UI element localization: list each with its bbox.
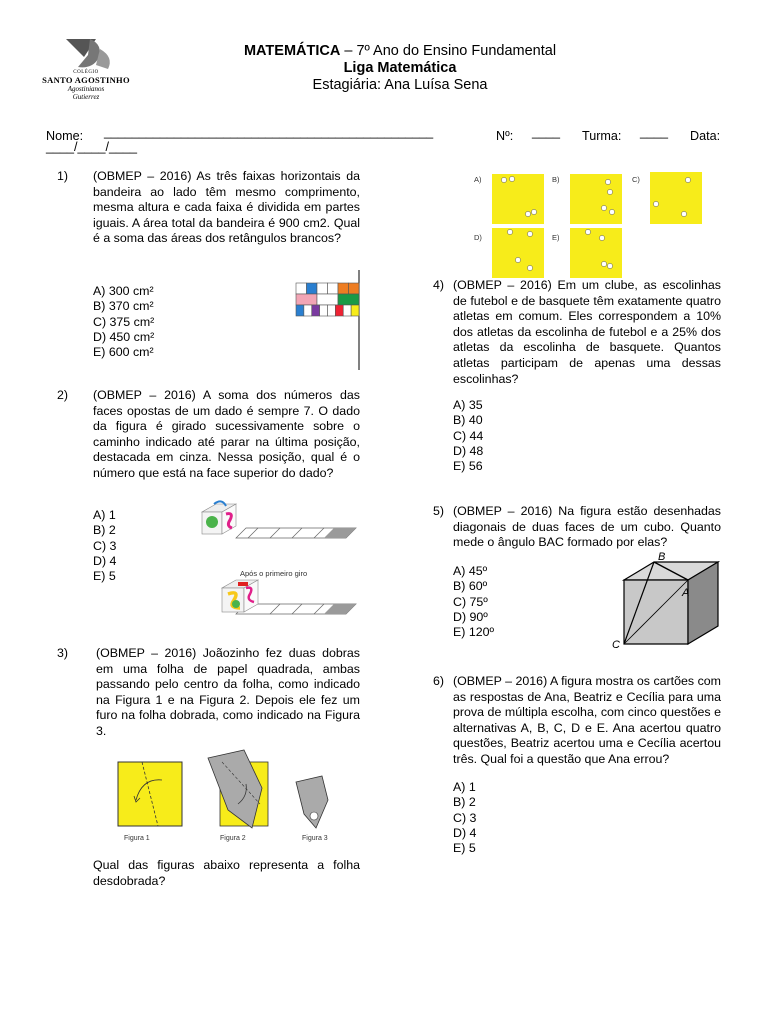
vertex-c: C: [612, 639, 620, 650]
date-label: Data:: [690, 129, 721, 143]
figure-3-label: Figura 3: [302, 835, 328, 842]
q5-options: [453, 564, 494, 640]
q5-option-d[interactable]: D) 90º: [453, 609, 488, 624]
q2-caption: Após o primeiro giro: [240, 569, 308, 578]
answer-a[interactable]: [492, 174, 544, 224]
class-label: Turma:: [582, 129, 622, 143]
subject: MATEMÁTICA: [243, 43, 341, 59]
q2-options: [93, 508, 116, 584]
q3-answer-figures: [470, 168, 720, 280]
logo-line1: COLÉGIO: [73, 70, 99, 75]
logo-line2: SANTO AGOSTINHO: [42, 75, 130, 85]
q4-option-d[interactable]: D) 48: [453, 443, 484, 458]
q1-option-e[interactable]: E) 600 cm²: [93, 345, 154, 360]
q1-text: (OBMEP – 2016) As três faixas horizontais da bandeira ao lado têm mesmo comprimento, mesma altura e cada faixa é dividida em partes iguais. A área total da bandeira é 900 cm2. Qual é a soma das áreas dos retângulos brancos?: [93, 169, 360, 246]
vertex-a: A: [682, 587, 690, 599]
q6-option-c[interactable]: C) 3: [453, 810, 477, 825]
q5-cube-figure: [608, 550, 724, 650]
school-logo-text: [36, 70, 136, 101]
q2-number: 2): [56, 388, 68, 402]
figure-2: [208, 750, 268, 828]
q4-option-c[interactable]: C) 44: [453, 428, 484, 443]
intern-name: Estagiária: Ana Luísa Sena: [312, 77, 488, 93]
q6-text: (OBMEP – 2016) A figura mostra os cartões com as respostas de Ana, Beatriz e Cecília para uma prova de múltipla escolha, com cinco questões e alternativas A, B, C, D e E. Ana acertou quatro questões, Beatriz acertou uma e Cecília acertou três. Qual foi a questão que Ana errou?: [453, 674, 721, 766]
q2-option-e[interactable]: E) 5: [93, 569, 116, 584]
q3-followup: Qual das figuras abaixo representa a folha desdobrada?: [93, 858, 360, 888]
q1-number: 1): [56, 169, 68, 183]
answer-label-a: A): [474, 175, 482, 184]
figure-1-label: Figura 1: [124, 835, 150, 842]
q3-text: (OBMEP – 2016) Joãozinho fez duas dobras em uma folha de papel quadrada, ambas passando pelo centro da folha, como indicado na Figura 1 e na Figura 2. Depois ele fez um furo na folha dobrada, como indicado na Figura 3.: [96, 646, 360, 738]
answer-b[interactable]: [570, 174, 622, 224]
figure-3: [296, 776, 328, 828]
league-title: Liga Matemática: [343, 60, 457, 76]
q5-option-c[interactable]: C) 75º: [453, 594, 488, 609]
q1-flag-figure: [294, 270, 364, 372]
q5-option-a[interactable]: A) 45º: [453, 564, 488, 578]
q3-number: 3): [56, 646, 68, 660]
q5-option-e[interactable]: E) 120º: [453, 625, 495, 640]
q4-option-b[interactable]: B) 40: [453, 413, 483, 428]
q2-text: (OBMEP – 2016) A soma dos números das faces opostas de um dado é sempre 7. O dado da figura é girado sucessivamente sobre o caminho indicado até parar na última posição, destacada em cinza. Nessa posição, qual é o número que está na face superior do dado?: [93, 388, 360, 480]
q4-text: (OBMEP – 2016) Em um clube, as escolinhas de futebol e de basquete têm exatamente quatro atletas em comum. Eles correspondem a 10% dos atletas da escolinha de futebol e a 25% dos atletas da escolinha de basquete. Quantos atletas participam de apenas uma dessas escolinhas?: [453, 278, 721, 386]
q6-option-e[interactable]: E) 5: [453, 841, 476, 856]
q2-option-d[interactable]: D) 4: [93, 553, 117, 568]
answer-label-e: E): [552, 233, 560, 242]
logo-line4: Gutierrez: [72, 93, 100, 101]
page-title: [170, 43, 630, 59]
subject-rest: – 7º Ano do Ensino Fundamental: [340, 43, 557, 59]
answer-e[interactable]: [570, 228, 622, 278]
q5-option-b[interactable]: B) 60º: [453, 579, 488, 594]
q6-option-a[interactable]: A) 1: [453, 780, 476, 794]
q6-number: 6): [432, 674, 444, 688]
q4-number: 4): [432, 278, 444, 292]
q4-options: [453, 398, 483, 474]
q5-text: (OBMEP – 2016) Na figura estão desenhadas diagonais de duas faces de um cubo. Quanto mede o ângulo BAC formado por elas?: [453, 504, 721, 550]
number-field[interactable]: ____: [532, 125, 561, 139]
class-field[interactable]: ____: [640, 125, 669, 139]
q6-option-d[interactable]: D) 4: [453, 825, 477, 840]
q4-option-a[interactable]: A) 35: [453, 398, 483, 412]
q2-option-b[interactable]: B) 2: [93, 523, 116, 538]
q1-option-d[interactable]: D) 450 cm²: [93, 329, 155, 344]
logo-line3: Agostinianos: [67, 85, 105, 93]
die-1: [202, 501, 236, 534]
name-label: Nome:: [46, 129, 84, 143]
q1-option-a[interactable]: A) 300 cm²: [93, 284, 154, 298]
answer-label-d: D): [474, 233, 482, 242]
q1-options: [93, 284, 154, 360]
q5-number: 5): [432, 504, 444, 518]
figure-1: [118, 762, 182, 826]
answer-label-b: B): [552, 175, 560, 184]
number-label: Nº:: [496, 129, 514, 143]
die-2: [222, 580, 258, 612]
q6-option-b[interactable]: B) 2: [453, 795, 476, 810]
answer-c[interactable]: [650, 172, 702, 224]
q1-option-b[interactable]: B) 370 cm²: [93, 299, 154, 314]
name-field[interactable]: _______________________________________________: [104, 125, 434, 139]
answer-d[interactable]: [492, 228, 544, 278]
q2-option-c[interactable]: C) 3: [93, 538, 117, 553]
q2-dice-figure: [196, 500, 362, 625]
q1-option-c[interactable]: C) 375 cm²: [93, 314, 155, 329]
date-field[interactable]: ____/____/____: [46, 140, 138, 154]
q3-fold-figures: [112, 748, 342, 848]
figure-2-label: Figura 2: [220, 835, 246, 842]
q4-option-e[interactable]: E) 56: [453, 459, 483, 474]
q2-option-a[interactable]: A) 1: [93, 508, 116, 522]
q6-options: [453, 780, 476, 856]
answer-label-c: C): [632, 175, 640, 184]
vertex-b: B: [658, 551, 666, 563]
